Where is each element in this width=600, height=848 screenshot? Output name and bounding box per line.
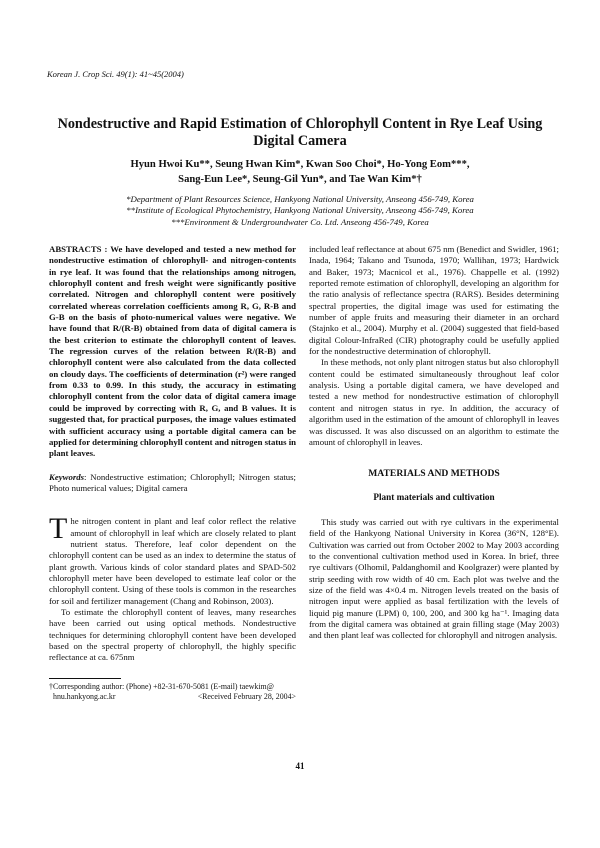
keywords-text: : Nondestructive estimation; Chlorophyll; Nitrogen status; Photo numerical values; Digital camera [49, 471, 296, 493]
abstract-label: ABSTRACTS : [49, 244, 108, 254]
intro-paragraph-1 [49, 512, 296, 607]
affiliations [40, 194, 560, 228]
paper-title: Nondestructive and Rapid Estimation of Chlorophyll Content in Rye Leaf Using Digital Camera [57, 116, 543, 149]
journal-reference: Korean J. Crop Sci. 49(1): 41~45(2004) [47, 69, 184, 79]
intro-paragraph-2: To estimate the chlorophyll content of leaves, many researches have been carried out using optical methods. Nondestructive techniques for determining chlorophyll content have been developed based on the spectral property of chlorophyll, the highly specific reflectance at ca. 675nm [49, 606, 296, 663]
right-paragraph-3: This study was carried out with rye cultivars in the experimental field of the Hankyong National University in Korea (36°N, 128°E). Cultivation was carried out from October 2002 to May 2003 according to the conventional cultivation method used in Korea. In brief, three rye cultivars (Olhomil, Paldanghomil and Koolgrazer) were planted by strip seeding with row width of 40 cm. Each plot was twelve and the size of the field was 4×0.4 m. Nitrogen levels treated on the basis of nitrogen input were applied as basal fertilization with the levels of liquid pig manure (LPM) 0, 100, 200, and 300 kg ha⁻¹. Imaging data from the digital camera was obtained at grain filling stage (May 2003) and then plant leaf was collected for chlorophyll and nitrogen analysis. [309, 516, 559, 641]
footnote [49, 682, 296, 702]
keywords-label: Keywords [49, 471, 84, 482]
section-heading: MATERIALS AND METHODS [368, 468, 500, 480]
author-line-2: Sang-Eun Lee*, Seung-Gil Yun*, and Tae Wan Kim*† [178, 174, 422, 185]
abstract-text: We have developed and tested a new method for nondestructive estimation of chlorophyll- and nitrogen-contents in rye leaf. It was found that the relationships among nitrogen, chlorophyll content and fresh weight were significantly positive correlated. Nitrogen and chlorophyll content were positively correlated whereas correlation coefficients among R, G, R-B and G-B on the basis of photo-numerical values were negative. We have found that R/(R-B) obtained from data of digital camera is the best criterion to estimate the chlorophyll content of leaves. The regression curves of the relation between R/(R-B) and chlorophyll content were also calculated from the data collected on cloudy days. The coefficients of determination (r²) were ranged from 0.33 to 0.99. In this study, the accuracy in estimating chlorophyll content from the color data of digital camera image could be improved by correcting with R, G, and B values. It is suggested that, for practical purposes, the image values estimated with sufficient accuracy using a portable digital camera can be applied for determining chlorophyll content and nitrogen status in plant leaves. [49, 244, 296, 459]
affiliation-1: *Department of Plant Resources Science, Hankyong National University, Anseong 456-749, Korea [126, 194, 474, 204]
intro-paragraph-1-text: he nitrogen content in plant and leaf color reflect the relative amount of chlorophyll in leaf which are closely related to plant nutrient status. Therefore, leaf color dependent on the chlorophyll content can be used as an index to determine the status of plant growth. Various kinds of color standard plates and SPAD-502 chlorophyll meter have been developed to estimate leaf color or the chlorophyll content. Using of these tools is common in the researches for soil and fertilizer management (Chang and Robinson, 2003). [49, 516, 296, 606]
author-line-1: Hyun Hwoi Ku**, Seung Hwan Kim*, Kwan Soo Choi*, Ho-Yong Eom***, [130, 159, 470, 170]
drop-cap: T [49, 512, 68, 546]
received-date: <Received February 28, 2004> [197, 691, 296, 701]
right-column [309, 244, 559, 642]
abstract [49, 244, 296, 460]
footnote-email-domain: hnu.hankyong.ac.kr [53, 691, 116, 701]
page-number: 41 [295, 761, 305, 771]
right-paragraph-2: In these methods, not only plant nitrogen status but also chlorophyll content could be estimated simultaneously throughout leaf color analysis. Using a portable digital camera, we have developed and tested a new method for nondestructive estimation of chlorophyll content and nitrogen status in rye. In addition, the accuracy of algorithm used in the estimation of the amount of chlorophyll in leaves was discussed. It was also discussed on an algorithm to estimate the amount of chlorophyll in leaves. [309, 357, 559, 447]
affiliation-2: **Institute of Ecological Phytochemistry, Hankyong National University, Anseong 456-749, Korea [126, 205, 474, 216]
left-column [49, 244, 296, 702]
footnote-line-1: †Corresponding author: (Phone) +82-31-670-5081 (E-mail) taewkim@ [49, 681, 274, 691]
keywords [49, 472, 296, 495]
subsection-heading: Plant materials and cultivation [373, 491, 495, 502]
right-paragraph-1: included leaf reflectance at about 675 nm (Benedict and Swidler, 1961; Inada, 1964; Takano and Tsunoda, 1970; Wallihan, 1973; Hardwick and Baker, 1973; Macnicol et al., 1976). Chappelle et al. (1992) reported remote estimation of chlorophyll, developing an algorithm for the ratio analysis of reflectance spectra (RARS). Besides determining spectral properties, the digital image was used for estimating the number of apple fruits and measuring their diameter in an orchard (Stajnko et al., 2004). Murphy et al. (2004) suggested that field-based digital Colour-InfraRed (CIR) photography could be usefully applied for the nondestructive determination of chlorophyll. [309, 244, 559, 357]
affiliation-3: ***Environment & Undergroundwater Co. Ltd. Anseong 456-749, Korea [171, 216, 429, 227]
author-list [40, 157, 560, 187]
footnote-line-2 [49, 692, 296, 702]
footnote-divider [49, 678, 121, 679]
